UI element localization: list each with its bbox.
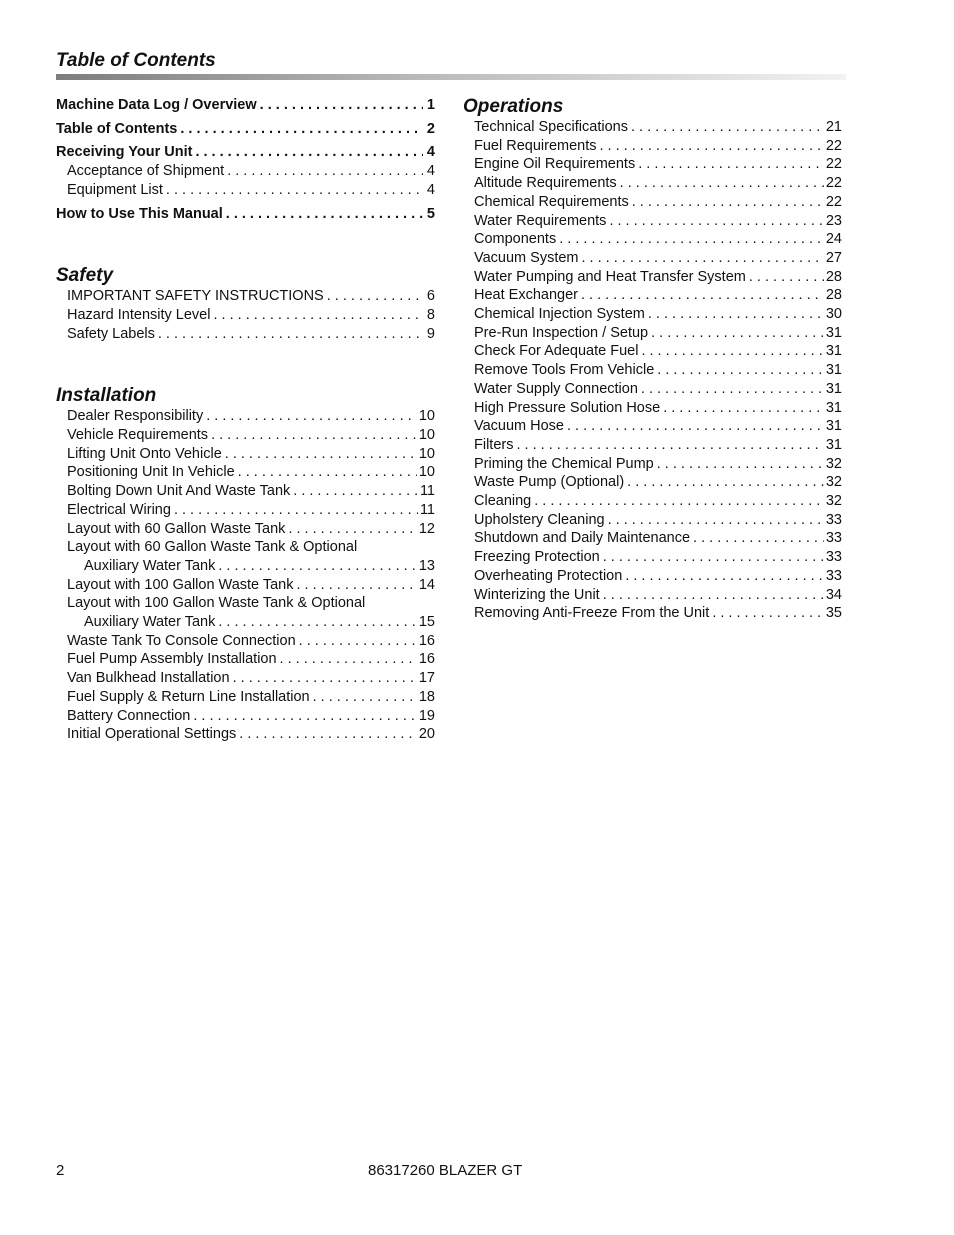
toc-entry[interactable]: Vacuum System . . . 27 <box>463 249 842 268</box>
page-number: 2 <box>56 1162 65 1179</box>
toc-entry[interactable]: IMPORTANT SAFETY INSTRUCTIONS . . . 6 <box>56 287 435 306</box>
toc-entry[interactable]: Van Bulkhead Installation . . . 17 <box>56 669 435 688</box>
section-heading-installation: Installation <box>56 385 157 407</box>
toc-entry[interactable]: Fuel Requirements . . . 22 <box>463 137 842 156</box>
toc-left-column <box>56 96 435 744</box>
toc-entry[interactable]: Fuel Supply & Return Line Installation . . . 18 <box>56 688 435 707</box>
toc-entry[interactable]: Remove Tools From Vehicle . . . 31 <box>463 361 842 380</box>
page-title: Table of Contents <box>56 50 216 71</box>
toc-entry-equipment-list[interactable]: Equipment List . . . 4 <box>56 181 435 200</box>
toc-entry[interactable]: Vacuum Hose . . . 31 <box>463 417 842 436</box>
toc-entry-machine-data-log[interactable]: Machine Data Log / Overview . . . 1 <box>56 96 435 115</box>
toc-entry[interactable]: Dealer Responsibility . . . 10 <box>56 407 435 426</box>
page-header <box>56 50 846 80</box>
toc-entry[interactable]: Chemical Injection System . . . 30 <box>463 305 842 324</box>
toc-entry[interactable]: Pre-Run Inspection / Setup . . . 31 <box>463 324 842 343</box>
toc-entry[interactable]: Bolting Down Unit And Waste Tank . . . 11 <box>56 482 435 501</box>
toc-entry[interactable]: Removing Anti-Freeze From the Unit . . . 35 <box>463 604 842 623</box>
toc-entry-line1[interactable]: Layout with 100 Gallon Waste Tank & Optional <box>67 595 366 612</box>
toc-entry[interactable]: Positioning Unit In Vehicle . . . 10 <box>56 463 435 482</box>
toc-entry[interactable]: High Pressure Solution Hose . . . 31 <box>463 399 842 418</box>
toc-entry-line2[interactable]: Auxiliary Water Tank . . . 15 <box>56 613 435 632</box>
toc-entry[interactable]: Engine Oil Requirements . . . 22 <box>463 155 842 174</box>
toc-entry[interactable]: Fuel Pump Assembly Installation . . . 16 <box>56 650 435 669</box>
toc-entry[interactable]: Overheating Protection . . . 33 <box>463 567 842 586</box>
toc-entry[interactable]: Vehicle Requirements . . . 10 <box>56 426 435 445</box>
toc-entry[interactable]: Layout with 100 Gallon Waste Tank . . . 14 <box>56 576 435 595</box>
toc-entry-table-of-contents[interactable]: Table of Contents . . . 2 <box>56 120 435 139</box>
toc-entry[interactable]: Altitude Requirements . . . 22 <box>463 174 842 193</box>
toc-entry-line1[interactable]: Layout with 60 Gallon Waste Tank & Optional <box>67 539 358 556</box>
toc-entry[interactable]: Shutdown and Daily Maintenance . . . 33 <box>463 529 842 548</box>
toc-entry[interactable]: Upholstery Cleaning . . . 33 <box>463 511 842 530</box>
toc-entry[interactable]: Chemical Requirements . . . 22 <box>463 193 842 212</box>
toc-entry[interactable]: Water Pumping and Heat Transfer System . . . 28 <box>463 268 842 287</box>
toc-entry[interactable]: Check For Adequate Fuel . . . 31 <box>463 342 842 361</box>
toc-entry[interactable]: Technical Specifications . . . 21 <box>463 118 842 137</box>
toc-entry[interactable]: Battery Connection . . . 19 <box>56 707 435 726</box>
toc-entry[interactable]: Hazard Intensity Level . . . 8 <box>56 306 435 325</box>
toc-right-column <box>463 96 842 623</box>
operations-list <box>463 118 842 623</box>
toc-entry[interactable]: Heat Exchanger . . . 28 <box>463 286 842 305</box>
toc-entry[interactable]: Layout with 60 Gallon Waste Tank . . . 12 <box>56 520 435 539</box>
toc-entry-line2[interactable]: Auxiliary Water Tank . . . 13 <box>56 557 435 576</box>
title-rule <box>56 74 846 80</box>
toc-entry[interactable]: Components . . . 24 <box>463 230 842 249</box>
toc-entry[interactable]: Freezing Protection . . . 33 <box>463 548 842 567</box>
toc-entry[interactable]: Safety Labels . . . 9 <box>56 325 435 344</box>
toc-entry[interactable]: Lifting Unit Onto Vehicle . . . 10 <box>56 445 435 464</box>
toc-entry[interactable]: Waste Pump (Optional) . . . 32 <box>463 473 842 492</box>
section-heading-safety: Safety <box>56 265 114 287</box>
toc-entry[interactable]: Water Requirements . . . 23 <box>463 212 842 231</box>
toc-entry[interactable]: Water Supply Connection . . . 31 <box>463 380 842 399</box>
section-heading-operations: Operations <box>463 96 564 117</box>
toc-entry[interactable]: Cleaning . . . 32 <box>463 492 842 511</box>
toc-entry[interactable]: Initial Operational Settings . . . 20 <box>56 725 435 744</box>
toc-entry[interactable]: Priming the Chemical Pump . . . 32 <box>463 455 842 474</box>
toc-entry-acceptance-of-shipment[interactable]: Acceptance of Shipment . . . 4 <box>56 162 435 181</box>
toc-entry[interactable]: Waste Tank To Console Connection . . . 16 <box>56 632 435 651</box>
toc-entry-how-to-use-manual[interactable]: How to Use This Manual . . . 5 <box>56 205 435 224</box>
toc-entry-receiving-your-unit[interactable]: Receiving Your Unit . . . 4 <box>56 143 435 162</box>
toc-entry[interactable]: Electrical Wiring . . . 11 <box>56 501 435 520</box>
toc-entry[interactable]: Filters . . . 31 <box>463 436 842 455</box>
toc-entry[interactable]: Winterizing the Unit . . . 34 <box>463 586 842 605</box>
document-id: 86317260 BLAZER GT <box>368 1162 523 1179</box>
